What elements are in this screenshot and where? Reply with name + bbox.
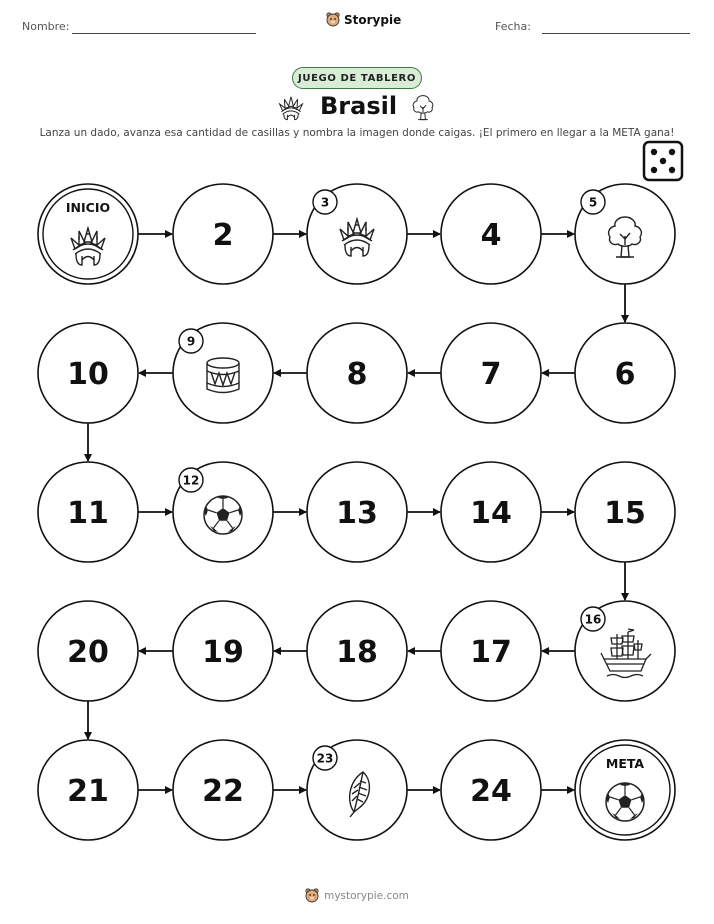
- board-cell-12: [173, 462, 273, 562]
- brand-name: Storypie: [344, 13, 402, 27]
- board-cell-17: [441, 601, 541, 701]
- board-cell-14: [441, 462, 541, 562]
- cell-number: 6: [614, 357, 636, 392]
- board-cell-23: [307, 740, 407, 840]
- cell-number: 7: [480, 357, 502, 392]
- cell-number-badge: 9: [186, 334, 196, 349]
- board-cell-6: [575, 323, 675, 423]
- board-cell-21: [38, 740, 138, 840]
- cell-number: 14: [470, 496, 512, 531]
- cell-number: 13: [336, 496, 378, 531]
- board-cell-18: [307, 601, 407, 701]
- cell-number-badge: 23: [316, 751, 334, 766]
- instructions-text: Lanza un dado, avanza esa cantidad de casillas y nombra la imagen donde caigas. ¡El primero en llegar a la META gana!: [39, 127, 675, 139]
- cell-number: 17: [470, 635, 512, 670]
- board-cell-20: [38, 601, 138, 701]
- board-cell-9: [173, 323, 273, 423]
- page-title: Brasil: [320, 92, 398, 120]
- game-type-badge: JUEGO DE TABLERO: [292, 67, 422, 89]
- goal-label: META: [605, 756, 645, 771]
- cell-number: 4: [480, 218, 502, 253]
- board-cell-7: [441, 323, 541, 423]
- cell-number: 8: [346, 357, 368, 392]
- board-cell-5: [575, 184, 675, 284]
- soccer-ball-icon: [606, 783, 644, 821]
- board-cell-22: [173, 740, 273, 840]
- board-cell-8: [307, 323, 407, 423]
- board-cell-25: [575, 740, 675, 840]
- board-cell-24: [441, 740, 541, 840]
- bear-icon: [305, 888, 319, 904]
- board-cell-2: [173, 184, 273, 284]
- cell-number-badge: 3: [320, 195, 330, 210]
- name-label: Nombre:: [22, 20, 70, 33]
- board-cell-15: [575, 462, 675, 562]
- board-cell-11: [38, 462, 138, 562]
- board-cell-4: [441, 184, 541, 284]
- board-cell-3: [307, 184, 407, 284]
- cell-number-badge: 5: [588, 195, 598, 210]
- cell-number: 20: [67, 635, 109, 670]
- cell-number: 21: [67, 774, 109, 809]
- soccer-ball-icon: [204, 496, 242, 534]
- cell-number-badge: 12: [182, 473, 200, 488]
- cell-number: 2: [212, 218, 234, 253]
- cell-number: 10: [67, 357, 109, 392]
- cell-number: 15: [604, 496, 646, 531]
- footer-url: mystorypie.com: [324, 890, 409, 902]
- cell-number: 24: [470, 774, 512, 809]
- cell-number-badge: 16: [584, 612, 602, 627]
- cell-number: 18: [336, 635, 378, 670]
- date-label: Fecha:: [495, 20, 531, 33]
- footer: [0, 888, 714, 904]
- board-cell-1: [38, 184, 138, 284]
- board-cell-10: [38, 323, 138, 423]
- cell-number: 19: [202, 635, 244, 670]
- board-cell-19: [173, 601, 273, 701]
- cell-number: 22: [202, 774, 244, 809]
- board-cell-13: [307, 462, 407, 562]
- board-cell-16: [575, 601, 675, 701]
- cell-number: 11: [67, 496, 109, 531]
- start-label: INICIO: [65, 200, 111, 215]
